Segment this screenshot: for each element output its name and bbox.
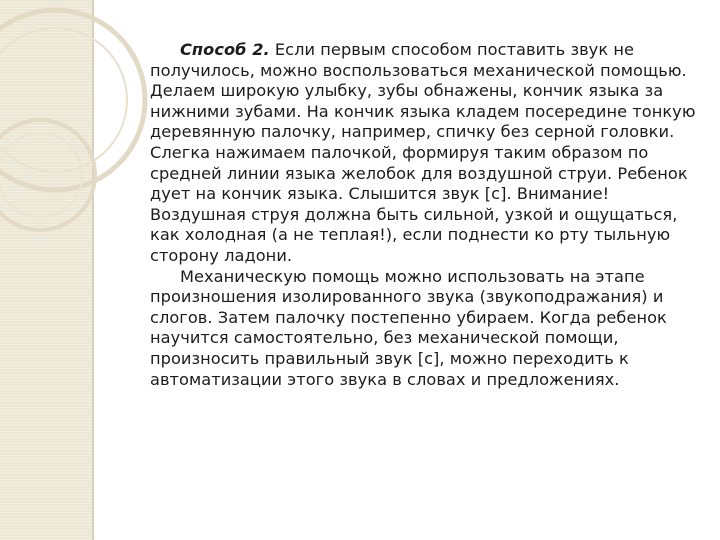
decorative-rings-icon xyxy=(0,0,160,260)
paragraph-1-text: Если первым способом поставить звук не получилось, можно воспользоваться механической помощью. Делаем широкую улыбку, зубы обнажены, кончик языка за нижними зубами. На кончик языка кладем посередине тонкую деревянную палочку, например, спичку без серной головки. Слегка нажимаем палочкой, формируя таким образом по средней линии языка желобок для воздушной струи. Ребенок дует на кончик языка. Слышится звук [с]. Внимание! Воздушная струя должна быть сильной, узкой и ощущаться, как холодная (а не теплая!), если поднести ко рту тыльную сторону ладони. xyxy=(150,40,696,265)
method-label: Способ 2. xyxy=(180,40,270,59)
text-body xyxy=(150,40,698,390)
paragraph-2-text: Механическую помощь можно использовать на этапе произношения изолированного звука (звукоподражания) и слогов. Затем палочку постепенно убираем. Когда ребенок научится самостоятельно, без механической помощи, произносить правильный звук [с], можно переходить к автоматизации этого звука в словах и предложениях. xyxy=(150,266,667,389)
paragraph-method-2 xyxy=(150,40,698,267)
paragraph-mechanical-help xyxy=(150,267,698,391)
